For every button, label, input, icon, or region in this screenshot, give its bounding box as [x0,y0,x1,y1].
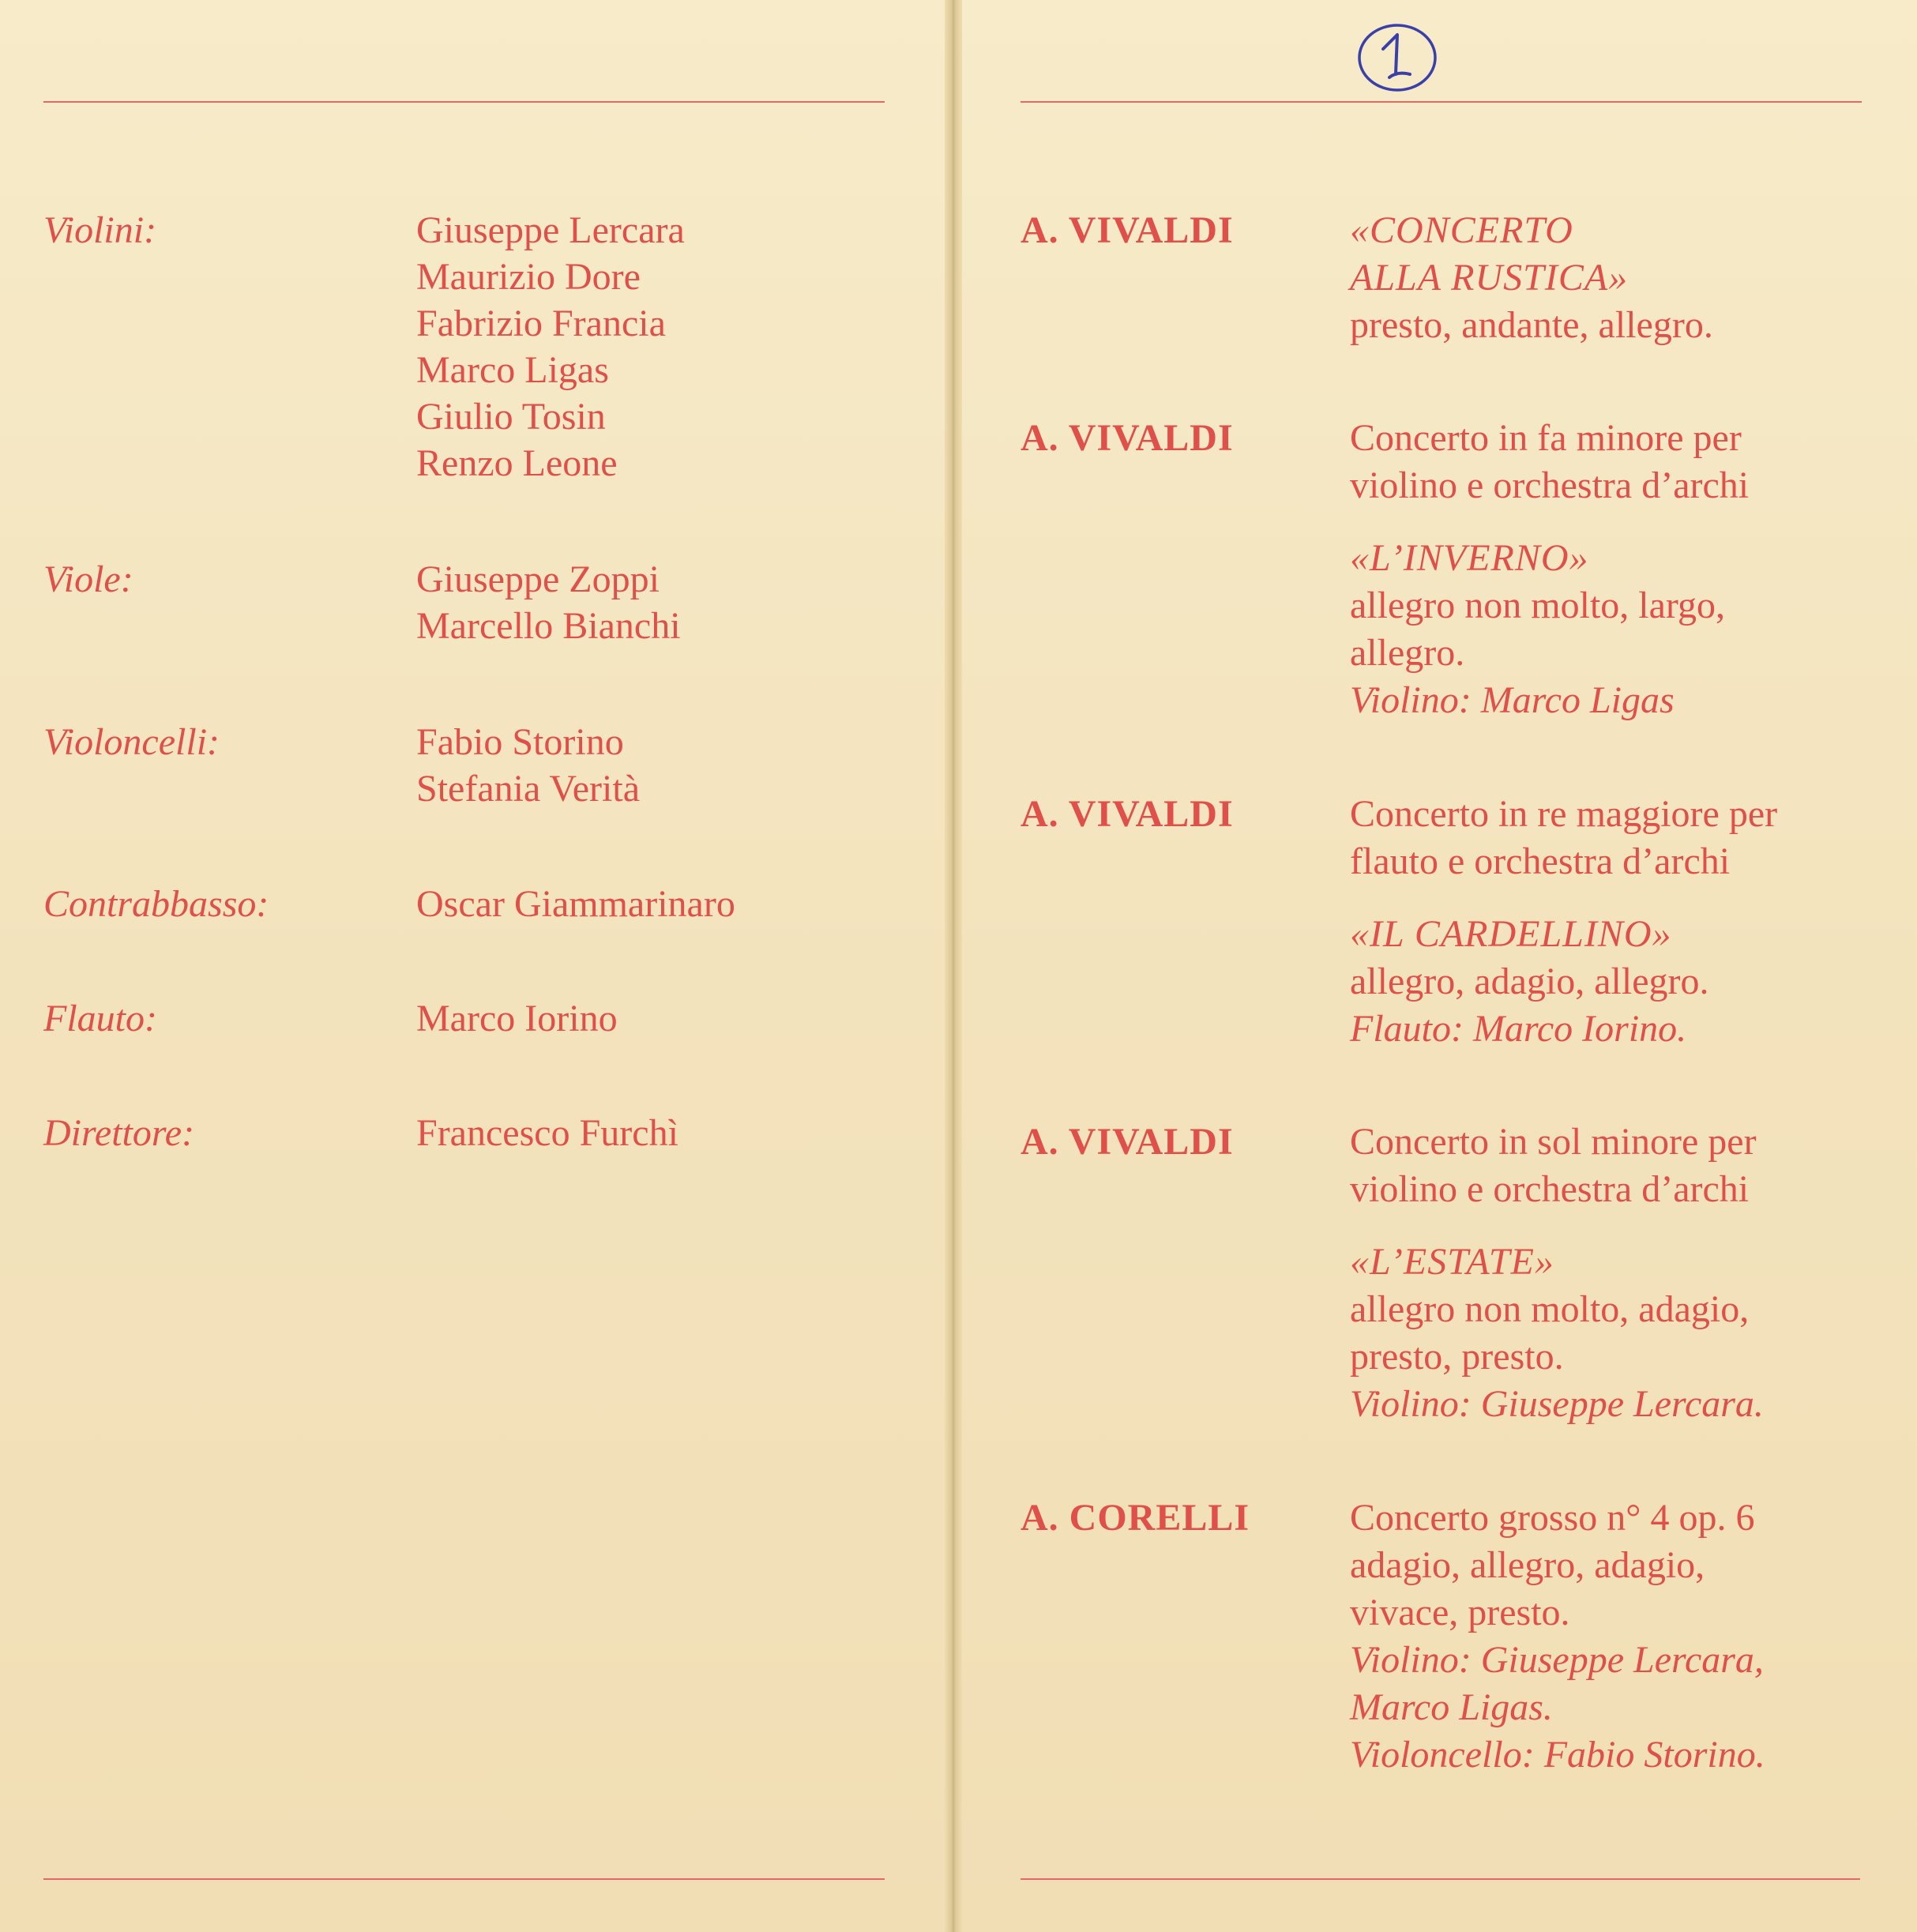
piece-title: «CONCERTO [1350,209,1573,251]
piece-soloist: Violino: Giuseppe Lercara, [1350,1639,1764,1681]
piece-soloist: Violino: Marco Ligas [1350,679,1675,721]
roster-label-violini: Violini: [43,209,157,251]
program-piece-4 [1350,1118,1764,1428]
roster-name: Giuseppe Lercara [416,209,685,251]
roster-names-violini [416,207,685,487]
top-rule-right [1021,101,1862,103]
roster-name: Fabrizio Francia [416,303,666,344]
program-piece-3 [1350,791,1777,1053]
roster-label-violoncelli: Violoncelli: [43,721,220,763]
piece-movements: vivace, presto. [1350,1592,1570,1633]
bottom-rule-right [1021,1878,1860,1880]
piece-soloist: Violino: Giuseppe Lercara. [1350,1383,1764,1425]
piece-description: Concerto in re maggiore per [1350,793,1778,835]
program-composer-3: A. VIVALDI [1021,793,1234,835]
piece-title: «L’ESTATE» [1350,1241,1554,1283]
bottom-rule-left [43,1878,885,1880]
roster-label-viole: Viole: [43,558,133,600]
page-fold [945,0,962,1932]
program-composer-2: A. VIVALDI [1021,417,1234,459]
roster-names-violoncelli [416,719,640,812]
piece-soloist: Violoncello: Fabio Storino. [1350,1734,1765,1776]
piece-soloist: Flauto: Marco Iorino. [1350,1008,1687,1050]
piece-movements: allegro, adagio, allegro. [1350,960,1709,1002]
roster-names-contrabbasso [416,881,735,927]
roster-name: Marco Iorino [416,998,618,1039]
piece-description: flauto e orchestra d’archi [1350,840,1731,882]
piece-title: «L’INVERNO» [1350,537,1589,579]
program-piece-2 [1350,415,1749,724]
piece-movements: adagio, allegro, adagio, [1350,1544,1705,1586]
handwritten-page-number [1358,22,1437,93]
piece-movements: presto, presto. [1350,1336,1564,1378]
program-piece-5 [1350,1494,1765,1779]
piece-description: Concerto grosso n° 4 op. 6 [1350,1497,1755,1539]
piece-movements: allegro non molto, adagio, [1350,1288,1750,1330]
roster-name: Oscar Giammarinaro [416,883,735,925]
roster-name: Marco Ligas [416,349,609,391]
piece-description: Concerto in fa minore per [1350,417,1742,459]
roster-name: Fabio Storino [416,721,624,763]
program-piece-1 [1350,207,1713,349]
piece-title: ALLA RUSTICA» [1350,257,1629,299]
roster-label-contrabbasso: Contrabbasso: [43,883,269,925]
roster-name: Giuseppe Zoppi [416,558,660,600]
roster-names-flauto [416,995,618,1042]
piece-soloist: Marco Ligas. [1350,1686,1553,1728]
roster-name: Giulio Tosin [416,396,606,438]
roster-name: Stefania Verità [416,768,641,810]
top-rule-left [43,101,885,103]
piece-movements: allegro non molto, largo, [1350,584,1726,626]
roster-name: Francesco Furchì [416,1112,678,1154]
piece-description: violino e orchestra d’archi [1350,1168,1750,1210]
program-composer-4: A. VIVALDI [1021,1121,1234,1163]
piece-description: Concerto in sol minore per [1350,1121,1757,1163]
piece-movements: presto, andante, allegro. [1350,304,1713,346]
roster-label-direttore: Direttore: [43,1112,195,1154]
roster-name: Maurizio Dore [416,256,641,298]
program-composer-1: A. VIVALDI [1021,209,1234,251]
piece-title: «IL CARDELLINO» [1350,913,1672,955]
roster-names-viole [416,556,681,649]
roster-names-direttore [416,1110,678,1156]
piece-description: violino e orchestra d’archi [1350,464,1750,506]
roster-label-flauto: Flauto: [43,998,157,1039]
roster-name: Renzo Leone [416,442,618,484]
program-composer-5: A. CORELLI [1021,1497,1250,1539]
piece-movements: allegro. [1350,632,1465,674]
roster-name: Marcello Bianchi [416,605,681,647]
